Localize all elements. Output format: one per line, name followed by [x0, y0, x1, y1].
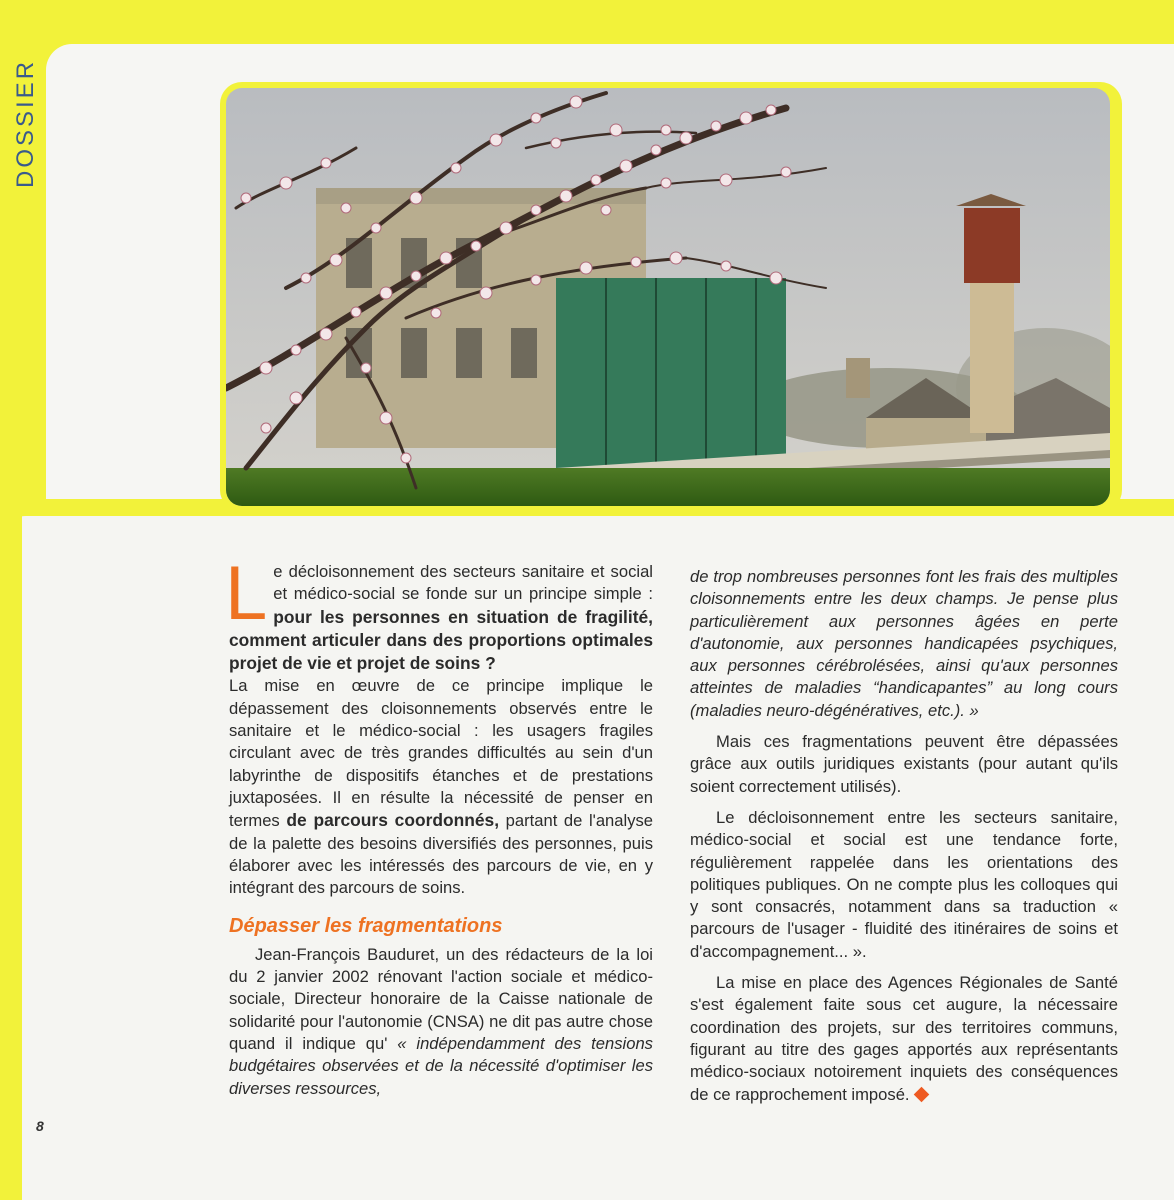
page-number: 8: [36, 1118, 44, 1134]
article-photo: [226, 88, 1110, 506]
left-yellow-strip: [0, 516, 22, 1200]
article-column-left: [225, 551, 654, 1100]
paragraph-2-text-b: partant de l'analyse de la palette des besoins diversifiés des personnes, puis élaborer avec les intéressés des parcours de vie, en y intégrant des parcours de soins.: [229, 811, 654, 898]
intro-paragraph: [225, 551, 653, 675]
paragraph-3: [229, 944, 653, 1100]
intro-text: e décloisonnement des secteurs sanitaire et social et médico-social se fonde sur un principe simple :: [273, 562, 653, 604]
drop-cap: L: [225, 551, 268, 636]
paragraph-2-text-a: La mise en œuvre de ce principe implique le dépassement des cloisonnements observés entre le sanitaire et le médico-social : les usagers fragiles circulant avec de très grandes difficultés au sein d'un labyrinthe de dispositifs étanches et de prestations juxtaposées. Il en résulte la nécessité de penser en termes: [229, 676, 653, 831]
subheading: Dépasser les fragmentations: [229, 915, 503, 938]
paragraph-3-text: Jean-François Bauduret, un des rédacteurs de la loi du 2 janvier 2002 rénovant l'action sociale et médico-sociale, Directeur honoraire de la Caisse nationale de solidarité pour l'autonomie (CNSA) ne dit pas autre chose quand il indique qu': [229, 944, 653, 1053]
paragraph-3-quote: « indépendamment des tensions budgétaires observées et de la nécessité d'optimiser les diverses ressources,: [229, 1033, 653, 1098]
paragraph-6-text: La mise en place des Agences Régionales de Santé s'est également faite sous cet augure, la nécessaire coordination des projets, sur des territoires communs, figurant au titre des gages apportés aux représentants médico-sociaux notoirement inquiets des conséquences de ce rapprochement imposé.: [690, 973, 1118, 1104]
paragraph-4: Mais ces fragmentations peuvent être dépassées grâce aux outils juridiques existants (pour autant qu'ils soient correctement utilisés).: [690, 732, 1118, 796]
paragraph-5: Le décloisonnement entre les secteurs sanitaire, médico-social et social est une tendance forte, régulièrement rappelée dans les orientations des politiques publiques. On ne compte plus les colloques qui y sont consacrés, notamment dans sa traduction « parcours de l'usager - fluidité des itinéraires de soins et d'accompagnement... ».: [690, 807, 1118, 961]
article-column-right: [690, 566, 1118, 1106]
paragraph-6: [690, 972, 1118, 1106]
quote-continuation: de trop nombreuses personnes font les frais des multiples cloisonnements entre les deux champs. Je pense plus particulièrement aux personnes âgées en perte d'autonomie, aux personnes handicapées psychiques, aux personnes cérébrolésées, ainsi qu'aux personnes atteintes de maladies “handicapantes” au long cours (maladies neuro-dégénératives, etc.). »: [690, 567, 1118, 720]
end-of-article-icon: [913, 1086, 929, 1102]
intro-bold-text: pour les personnes en situation de fragilité, comment articuler dans des proportions optimales projet de vie et projet de soins ?: [229, 606, 653, 674]
paragraph-2: [229, 675, 653, 899]
paragraph-2-bold: de parcours coordonnés,: [286, 810, 500, 831]
section-label: DOSSIER: [12, 58, 39, 188]
